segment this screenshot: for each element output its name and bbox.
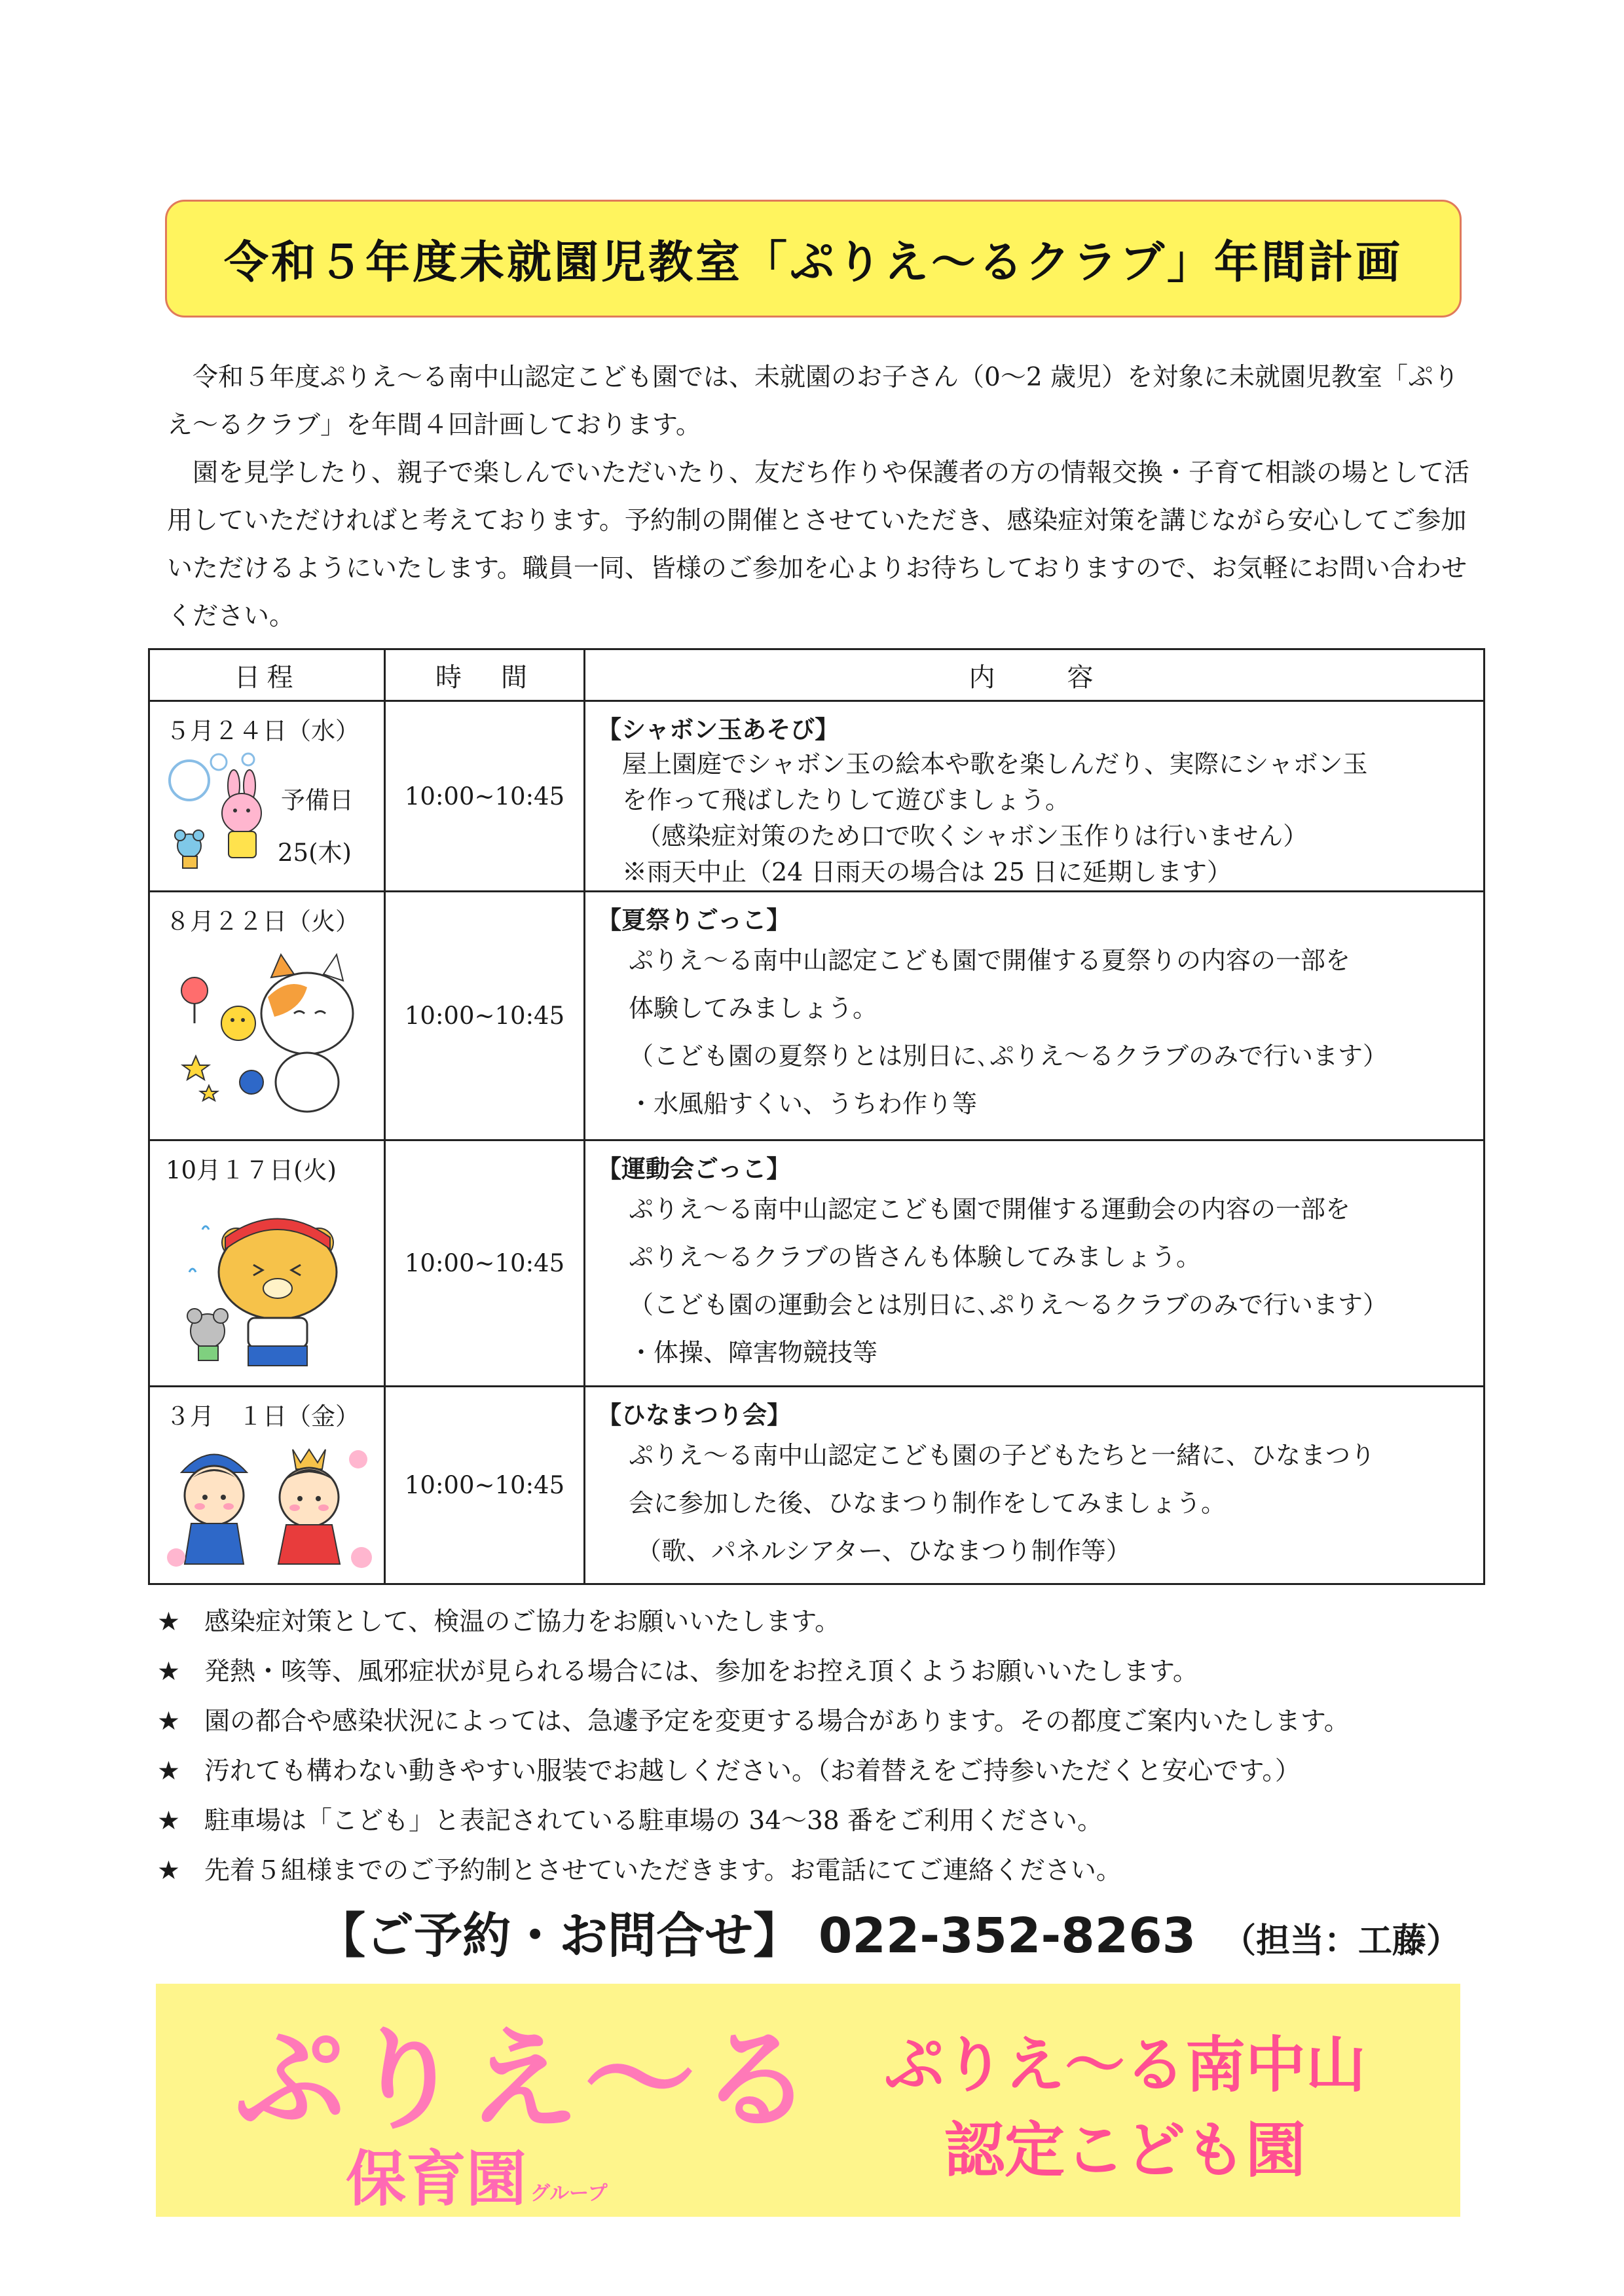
note-text: 駐車場は「こども」と表記されている駐車場の 34〜38 番をご利用ください。 xyxy=(204,1806,1103,1836)
event-line: ぷりえ〜る南中山認定こども園の子どもたちと一緒に、ひなまつり xyxy=(629,1441,1376,1470)
event-line: ・水風船すくい、うちわ作り等 xyxy=(629,1089,978,1118)
contact-line xyxy=(317,1897,1460,1967)
table-header-row xyxy=(149,649,1485,701)
intro-paragraph-1: 令和５年度ぷりえ〜る南中山認定こども園では、未就園のお子さん（0〜2 歳児）を対象に未就園児教室「ぷりえ〜るクラブ」を年間４回計画しております。 xyxy=(167,363,1460,440)
schedule-table xyxy=(148,648,1485,1585)
table-row xyxy=(149,701,1485,892)
note-text: 園の都合や感染状況によっては、急遽予定を変更する場合があります。その都度ご案内いたします。 xyxy=(204,1707,1350,1736)
hina-dolls-illustration xyxy=(162,1433,378,1584)
event-line: 屋上園庭でシャボン玉の絵本や歌を楽しんだり、実際にシャボン玉 xyxy=(622,750,1368,778)
note-text: 先着５組様までのご予約制とさせていただきます。お電話にてご連絡ください。 xyxy=(204,1856,1122,1886)
date-label: ８月２２日（火） xyxy=(166,907,360,936)
header-date: 日程 xyxy=(149,649,385,701)
star-icon: ★ xyxy=(157,1856,180,1886)
footer-banner xyxy=(156,1984,1460,2217)
list-item xyxy=(157,1747,1493,1796)
date-cell xyxy=(149,1140,385,1387)
event-line: （こども園の運動会とは別日に､ぷりえ〜るクラブのみで行います） xyxy=(629,1290,1388,1319)
event-line: （こども園の夏祭りとは別日に､ぷりえ〜るクラブのみで行います） xyxy=(629,1042,1388,1070)
note-text: 感染症対策として、検温のご協力をお願いいたします。 xyxy=(204,1607,841,1637)
event-line: ぷりえ〜る南中山認定こども園で開催する夏祭りの内容の一部を xyxy=(629,946,1351,975)
header-time: 時 間 xyxy=(385,649,585,701)
spare-day-date: 25(木) xyxy=(278,839,352,867)
event-title: 【シャボン玉あそび】 xyxy=(597,715,840,744)
event-line: （感染症対策のため口で吹くシャボン玉作りは行いません） xyxy=(637,822,1308,850)
school-name xyxy=(811,2023,1439,2193)
table-row xyxy=(149,892,1485,1140)
date-cell xyxy=(149,892,385,1140)
time-cell: 10:00~10:45 xyxy=(385,1387,585,1584)
content-cell xyxy=(585,1387,1485,1584)
star-icon: ★ xyxy=(157,1607,180,1637)
summer-festival-cat-illustration xyxy=(170,951,366,1121)
event-title: 【夏祭りごっこ】 xyxy=(597,905,791,934)
logo-subtitle-main: 保育園 xyxy=(346,2144,527,2214)
star-icon: ★ xyxy=(157,1806,180,1836)
table-row xyxy=(149,1140,1485,1387)
logo-subtitle xyxy=(346,2131,608,2217)
date-cell xyxy=(149,701,385,892)
note-text: 発熱・咳等、風邪症状が見られる場合には、参加をお控え頂くようお願いいたします。 xyxy=(204,1657,1198,1686)
sports-day-bear-illustration xyxy=(176,1197,366,1374)
star-icon: ★ xyxy=(157,1657,180,1686)
date-cell xyxy=(149,1387,385,1584)
school-name-line-2: 認定こども園 xyxy=(944,2115,1306,2185)
spare-day-label: 予備日 xyxy=(281,786,354,814)
date-label: ５月２４日（水） xyxy=(166,717,360,745)
school-name-line-1: ぷりえ〜る南中山 xyxy=(883,2030,1366,2100)
date-label: ３月 １日（金） xyxy=(166,1402,360,1430)
star-icon: ★ xyxy=(157,1707,180,1736)
intro-text xyxy=(167,354,1473,640)
contact-label: 【ご予約・お問合せ】 xyxy=(317,1908,802,1964)
list-item xyxy=(157,1796,1493,1846)
list-item xyxy=(157,1597,1493,1647)
list-item xyxy=(157,1846,1493,1896)
event-line: ・体操、障害物競技等 xyxy=(629,1338,878,1367)
time-cell: 10:00~10:45 xyxy=(385,892,585,1140)
notes-list xyxy=(157,1597,1493,1896)
date-label: 10月１７日(火) xyxy=(166,1156,337,1184)
event-line: 体験してみましょう。 xyxy=(629,994,878,1023)
event-line: を作って飛ばしたりして遊びましょう。 xyxy=(622,786,1071,814)
logo: ぷりえ〜る xyxy=(234,2016,818,2145)
contact-person: （担当：工藤） xyxy=(1221,1922,1460,1961)
note-text: 汚れても構わない動きやすい服装でお越しください。（お着替えをご持参いただくと安心です。） xyxy=(204,1757,1301,1786)
intro-paragraph-2: 園を見学したり、親子で楽しんでいただいたり、友だち作りや保護者の方の情報交換・子育て相談の場として活用していただければと考えております。予約制の開催とさせていただき、感染症対策を講じながら安心してご参加いただけるようにいたします。職員一同、皆様のご参加を心よりお待ちしておりますので、お気軽にお問い合わせください。 xyxy=(167,458,1470,631)
header-content: 内 容 xyxy=(585,649,1485,701)
event-line: ※雨天中止（24 日雨天の場合は 25 日に延期します） xyxy=(622,858,1232,886)
content-cell xyxy=(585,892,1485,1140)
bubble-rabbit-illustration xyxy=(163,748,287,872)
content-cell xyxy=(585,701,1485,892)
time-cell: 10:00~10:45 xyxy=(385,1140,585,1387)
logo-subtitle-small: グループ xyxy=(530,2182,608,2205)
star-icon: ★ xyxy=(157,1757,180,1786)
time-cell: 10:00~10:45 xyxy=(385,701,585,892)
title-banner xyxy=(165,200,1462,318)
event-title: 【ひなまつり会】 xyxy=(597,1400,791,1429)
event-title: 【運動会ごっこ】 xyxy=(597,1154,791,1183)
phone-number[interactable]: 022-352-8263 xyxy=(818,1908,1196,1964)
page-title: 令和５年度未就園児教室「ぷりえ〜るクラブ」年間計画 xyxy=(223,236,1403,289)
list-item xyxy=(157,1697,1493,1747)
event-line: ぷりえ〜るクラブの皆さんも体験してみましょう。 xyxy=(629,1243,1202,1271)
event-line: ぷりえ〜る南中山認定こども園で開催する運動会の内容の一部を xyxy=(629,1195,1351,1224)
event-line: （歌、パネルシアター、ひなまつり制作等） xyxy=(637,1537,1131,1565)
list-item xyxy=(157,1647,1493,1697)
content-cell xyxy=(585,1140,1485,1387)
table-row xyxy=(149,1387,1485,1584)
event-line: 会に参加した後、ひなまつり制作をしてみましょう。 xyxy=(629,1489,1227,1518)
